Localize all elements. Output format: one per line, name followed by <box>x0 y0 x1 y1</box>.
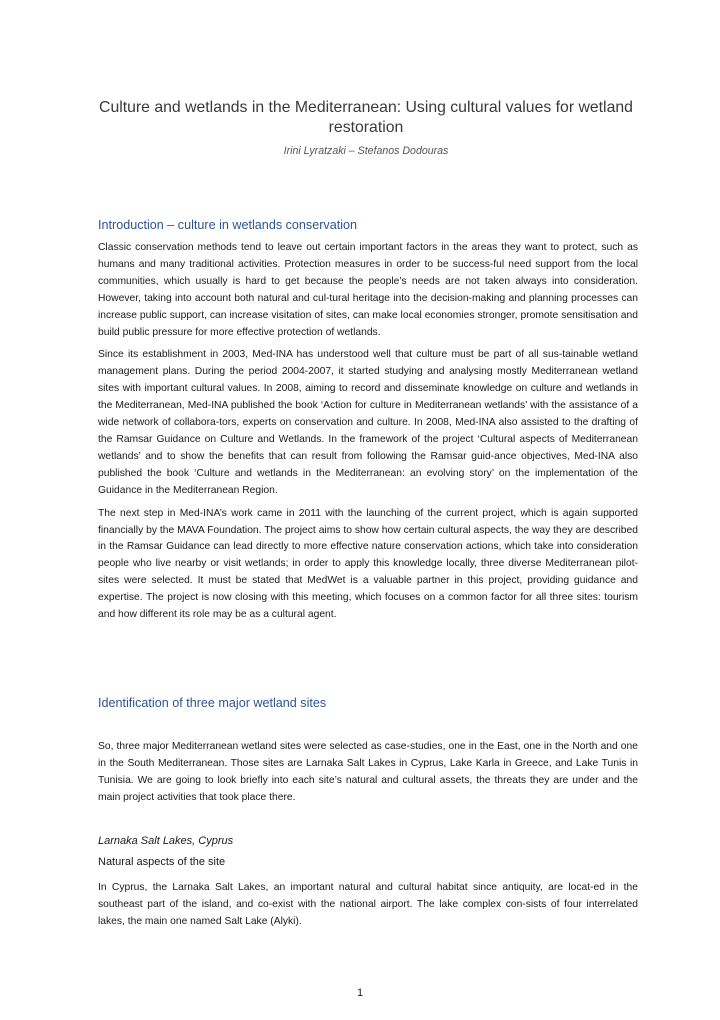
paragraph: Since its establishment in 2003, Med-INA has understood well that culture must be part of all sus-tainable wetland management plans. During the period 2004-2007, it started studying and analysing mostly Mediterranean wetland sites with important cultural values. In 2008, aiming to record and disseminate knowledge on culture and wetlands in the Mediterranean, Med-INA published the book ‘Action for culture in Mediterranean wetlands’ with the assistance of a wide network of collabora-tors, experts on conservation and culture. In 2008, Med-INA also assisted to the drafting of the Ramsar Guidance on Culture and Wetlands. In the framework of the project ‘Cultural aspects of Mediterranean wetlands’ and to show the benefits that can result from following the Ramsar guid-ance objectives, Med-INA also published the book ‘Culture and wetlands in the Mediterranean: an evolving story’ on the implementation of the Guidance in the Mediterranean Region. <box>98 349 638 496</box>
section-heading-identification: Identification of three major wetland sites <box>98 696 327 710</box>
document-authors: Irini Lyratzaki – Stefanos Dodouras <box>283 145 449 157</box>
subheading-larnaka: Larnaka Salt Lakes, Cyprus <box>98 835 234 847</box>
introduction-body <box>98 240 638 630</box>
larnaka-body <box>98 880 638 937</box>
paragraph: Classic conservation methods tend to leave out certain important factors in the areas they want to protect, such as humans and many traditional activities. Protection measures in order to be success-ful need support from the local communities, which usually is hard to get because the people’s needs are not taken always into consideration. However, taking into account both natural and cul-tural heritage into the decision-making and planning processes can increase public support, can increase visitation of sites, can make local economies stronger, promote sensitisation and build public pressure for more effective protection of wetlands. <box>98 242 638 338</box>
identification-body <box>98 739 638 813</box>
paragraph: The next step in Med-INA’s work came in 2011 with the launching of the current project, which is again supported financially by the MAVA Foundation. The project aims to show how certain cultural aspects, the way they are described in the Ramsar Guidance can lead directly to more effective nature conservation actions, which take into consideration people who live nearby or visit wetlands; in order to apply this knowledge locally, three diverse Mediterranean pilot-sites were selected. It must be stated that MedWet is a valuable partner in this project, providing guidance and expertise. The project is now closing with this meeting, which focuses on a common factor for all three sites: tourism and how different its role may be as a cultural agent. <box>98 507 638 621</box>
subheading-natural-aspects: Natural aspects of the site <box>98 856 226 868</box>
page-number: 1 <box>356 987 364 999</box>
paragraph: In Cyprus, the Larnaka Salt Lakes, an important natural and cultural habitat since antiquity, are locat-ed in the southeast part of the island, and co-exist with the national airport. The lake complex con-sists of four interrelated lakes, the main one named Salt Lake (Alyki). <box>98 882 638 927</box>
section-heading-introduction: Introduction – culture in wetlands conservation <box>98 218 358 232</box>
document-title: Culture and wetlands in the Mediterranean: Using cultural values for wetland restoration <box>99 99 633 136</box>
paragraph: So, three major Mediterranean wetland sites were selected as case-studies, one in the East, one in the North and one in the South Mediterranean. Those sites are Larnaka Salt Lakes in Cyprus, Lake Karla in Greece, and Lake Tunis in Tunisia. We are going to look briefly into each site’s natural and cultural assets, the threats they are under and the main project activities that took place there. <box>98 741 638 803</box>
